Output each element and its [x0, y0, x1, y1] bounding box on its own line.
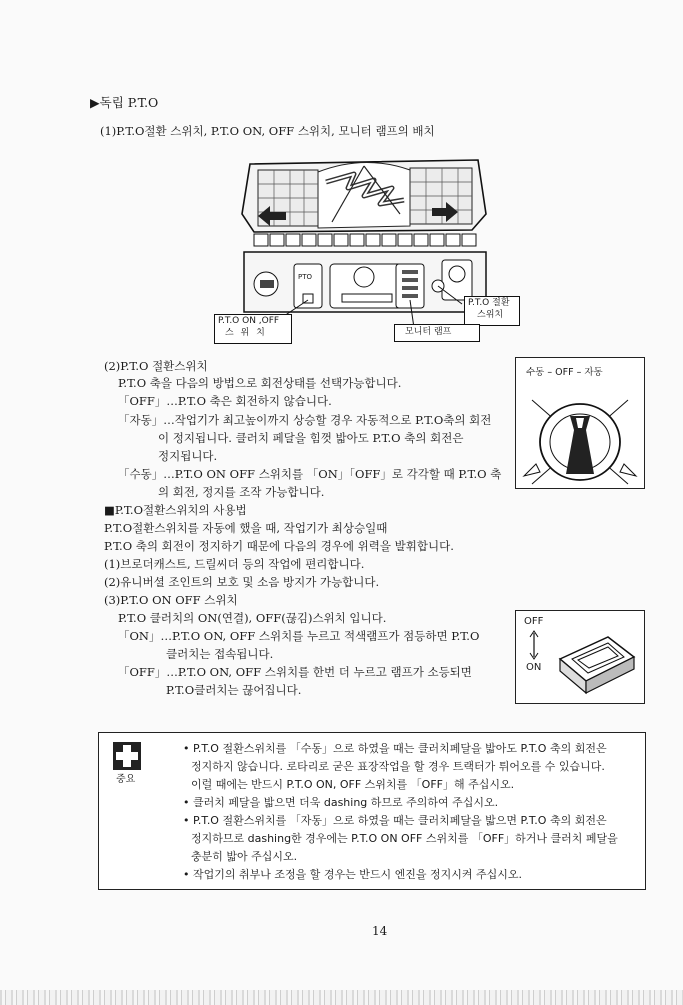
- item2-line: P.T.O 축을 다음의 방법으로 회전상태를 선택가능합니다.: [118, 376, 402, 390]
- pto-panel-label: PTO: [298, 273, 313, 281]
- item2-line: 「OFF」…P.T.O 축은 회전하지 않습니다.: [118, 394, 332, 408]
- usage-line: P.T.O절환스위치를 자동에 했을 때, 작업기가 최상승일때: [104, 521, 388, 535]
- callout-onoff: P.T.O ON ,OFF 스 위 치: [214, 314, 292, 344]
- item3-line: P.T.O클러치는 끊어집니다.: [166, 683, 302, 697]
- note-line: 충분히 밟아 주십시오.: [191, 850, 298, 863]
- note-line: 정지하므로 dashing한 경우에는 P.T.O ON OFF 스위치를 「OFF」하거나 클러치 페달을: [191, 832, 618, 845]
- selector-switch-figure: [515, 357, 645, 489]
- onoff-switch-figure: [515, 610, 645, 704]
- item2-title: (2)P.T.O 절환스위치: [104, 359, 208, 373]
- page-number: 14: [372, 924, 388, 938]
- item2-line: 정지됩니다.: [158, 449, 218, 463]
- item3-line: 「ON」…P.T.O ON, OFF 스위치를 누르고 적색램프가 점등하면 P.T.O: [118, 629, 480, 643]
- note-line: 이럴 때에는 반드시 P.T.O ON, OFF 스위치를 「OFF」해 주십시오.: [191, 778, 515, 791]
- item2-line: 「수동」…P.T.O ON OFF 스위치를 「ON」「OFF」로 각각할 때 P.T.O 축: [118, 467, 502, 481]
- note-line: • 작업기의 취부나 조정을 할 경우는 반드시 엔진을 정지시켜 주십시오.: [183, 868, 522, 881]
- item2-line: 이 정지됩니다. 클러치 페달을 힘껏 밟아도 P.T.O 축의 회전은: [158, 431, 464, 445]
- note-line: 정지하지 않습니다. 로타리로 굳은 표장작업을 할 경우 트랙터가 튀어오를 수 있습니다.: [191, 760, 605, 773]
- scan-artifact-strip: [0, 990, 683, 1005]
- item3-line: 「OFF」…P.T.O ON, OFF 스위치를 한번 더 누르고 램프가 소등되면: [118, 665, 472, 679]
- usage-line: P.T.O 축의 회전이 정지하기 때문에 다음의 경우에 위력을 발휘합니다.: [104, 539, 454, 553]
- note-line: • P.T.O 절환스위치를 「자동」으로 하였을 때는 클러치페달을 밟으면 P.T.O 축의 회전은: [183, 814, 607, 827]
- usage-line: (2)유니버셜 조인트의 보호 및 소음 방지가 가능합니다.: [104, 575, 380, 589]
- note-line: • P.T.O 절환스위치를 「수동」으로 하였을 때는 클러치페달을 밟아도 P.T.O 축의 회전은: [183, 742, 607, 755]
- item3-title: (3)P.T.O ON OFF 스위치: [104, 593, 238, 607]
- callout-selector: P.T.O 절환 스위치: [464, 296, 520, 326]
- usage-title: ■P.T.O절환스위치의 사용법: [104, 503, 247, 517]
- selector-switch-label: 수동 – OFF – 자동: [526, 367, 603, 378]
- on-label: ON: [526, 662, 542, 673]
- off-label: OFF: [524, 616, 544, 627]
- item2-line: 「자동」…작업기가 최고높이까지 상승할 경우 자동적으로 P.T.O축의 회전: [118, 413, 492, 427]
- section-title: ▶독립 P.T.O: [90, 95, 159, 110]
- usage-line: (1)브로더캐스트, 드릴씨더 등의 작업에 편리합니다.: [104, 557, 365, 571]
- item1-heading: (1)P.T.O절환 스위치, P.T.O ON, OFF 스위치, 모니터 램프의 배치: [100, 124, 435, 138]
- item3-line: 클러치는 접속됩니다.: [166, 647, 274, 661]
- note-label: 중요: [116, 774, 136, 785]
- item3-line: P.T.O 클러치의 ON(연결), OFF(끊김)스위치 입니다.: [118, 611, 387, 625]
- dashboard-diagram: [214, 152, 514, 342]
- warning-cross-icon: [113, 742, 141, 770]
- item2-line: 의 회전, 정지를 조작 가능합니다.: [158, 485, 325, 499]
- callout-monitor: 모니터 램프: [394, 324, 480, 342]
- note-line: • 클러치 페달을 밟으면 더욱 dashing 하므로 주의하여 주십시오.: [183, 796, 499, 809]
